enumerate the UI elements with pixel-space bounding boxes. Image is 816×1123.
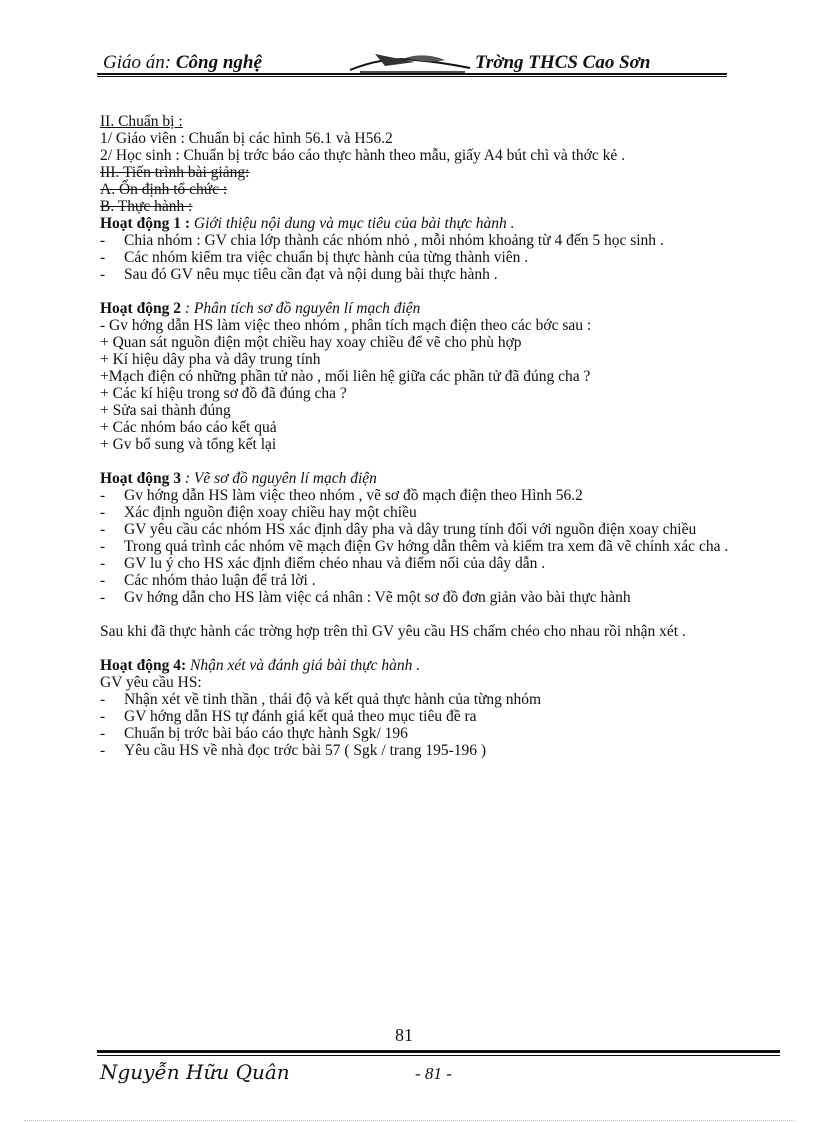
activity-3-heading — [100, 470, 740, 487]
activity-2-subtitle: : Phân tích sơ đồ nguyên lí mạch điện — [180, 300, 421, 317]
activity-1-item: Sau đó GV nêu mục tiêu cần đạt và nội dung bài thực hành . — [124, 266, 498, 283]
activity-3-subtitle: : Vẽ sơ đồ nguyên lí mạch điện — [180, 470, 377, 487]
footer-rule — [97, 1050, 780, 1053]
header-subject-value: Công nghệ — [175, 52, 262, 73]
page-number: 81 — [395, 1025, 413, 1045]
activity-4-title: Hoạt động 4: — [100, 657, 187, 674]
page-edge-divider — [24, 1120, 794, 1121]
header-subject-label: Giáo án — [103, 52, 165, 73]
list-item: - Chuẩn bị trớc bài báo cáo thực hành Sgk/ 196 — [100, 725, 740, 742]
activity-3-item: Các nhóm thảo luận để trả lời . — [124, 572, 316, 589]
document-body — [100, 113, 740, 759]
step-practice: B. Thực hành : — [100, 198, 193, 215]
activity-4-item: Nhận xét về tinh thần , thái độ và kết quả thực hành của từng nhóm — [124, 691, 542, 708]
footer-author: Nguyễn Hữu Quân — [100, 1060, 290, 1084]
activity-2-title: Hoạt động 2 — [100, 300, 181, 317]
activity-4-item: GV hớng dẫn HS tự đánh giá kết quả theo mục tiêu đề ra — [124, 708, 477, 725]
list-item: - Trong quá trình các nhóm vẽ mạch điện Gv hớng dẫn thêm và kiểm tra xem đã vẽ chính xác cha . — [100, 538, 740, 555]
activity-3-item: Gv hớng dẫn HS làm việc theo nhóm , vẽ sơ đồ mạch điện theo Hình 56.2 — [124, 487, 583, 504]
activity-3-item: Trong quá trình các nhóm vẽ mạch điện Gv hớng dẫn thêm và kiểm tra xem đã vẽ chính xác cha . — [124, 538, 729, 555]
activity-4-intro: GV yêu cầu HS: — [100, 674, 202, 691]
activity-2-line: + Quan sát nguồn điện một chiều hay xoay chiều để vẽ cho phù hợp — [100, 334, 522, 351]
activity-1-item: Chia nhóm : GV chia lớp thành các nhóm nhỏ , mỗi nhóm khoảng từ 4 đến 5 học sinh . — [124, 232, 664, 249]
activity-2-heading — [100, 300, 740, 317]
activity-4-heading — [100, 657, 740, 674]
activity-4-item: Yêu cầu HS về nhà đọc trớc bài 57 ( Sgk / trang 195-196 ) — [124, 742, 487, 759]
after-activity-3: Sau khi đã thực hành các trờng hợp trên thì GV yêu cầu HS chấm chéo cho nhau rồi nhận xét . — [100, 623, 686, 640]
header-ornament-icon — [345, 48, 475, 76]
activity-2-line: - Gv hớng dẫn HS làm việc theo nhóm , phân tích mạch điện theo các bớc sau : — [100, 317, 592, 334]
activity-1-item: Các nhóm kiểm tra việc chuẩn bị thực hành của từng thành viên . — [124, 249, 529, 266]
step-organization: A. Ổn định tổ chức : — [100, 181, 228, 198]
list-item: - Các nhóm thảo luận để trả lời . — [100, 572, 740, 589]
header-school: Trờng THCS Cao Sơn — [475, 52, 651, 73]
header-subject-separator: : — [164, 52, 172, 73]
activity-4-subtitle: Nhận xét và đánh giá bài thực hành . — [186, 657, 421, 674]
section-preparation: II. Chuẩn bị : — [100, 113, 183, 130]
activity-1-title: Hoạt động 1 : — [100, 215, 190, 232]
student-prep: 2/ Học sinh : Chuẩn bị trớc báo cáo thực hành theo mẫu, giấy A4 bút chì và thớc kẻ . — [100, 147, 625, 164]
list-item: - GV lu ý cho HS xác định điểm chéo nhau và điểm nối của dây dẫn . — [100, 555, 740, 572]
activity-2-line: + Các nhóm báo cáo kết quả — [100, 419, 277, 436]
list-item: - Gv hớng dẫn HS làm việc theo nhóm , vẽ sơ đồ mạch điện theo Hình 56.2 — [100, 487, 740, 504]
list-item: - Xác định nguồn điện xoay chiều hay một chiều — [100, 504, 740, 521]
activity-2-line: +Mạch điện có những phần tử nào , mối liên hệ giữa các phần tử đã đúng cha ? — [100, 368, 591, 385]
header-rule — [97, 73, 727, 75]
activity-1-subtitle: Giới thiệu nội dung và mục tiêu của bài thực hành . — [190, 215, 515, 232]
list-item: - Sau đó GV nêu mục tiêu cần đạt và nội dung bài thực hành . — [100, 266, 740, 283]
footer-page-number: - 81 - — [415, 1064, 452, 1083]
list-item: - Nhận xét về tinh thần , thái độ và kết quả thực hành của từng nhóm — [100, 691, 740, 708]
header-rule-thin — [97, 76, 727, 77]
list-item: - Yêu cầu HS về nhà đọc trớc bài 57 ( Sgk / trang 195-196 ) — [100, 742, 740, 759]
activity-2-line: + Sửa sai thành đúng — [100, 402, 231, 419]
header-subject — [103, 52, 262, 74]
activity-3-item: Xác định nguồn điện xoay chiều hay một chiều — [124, 504, 417, 521]
activity-3-title: Hoạt động 3 — [100, 470, 181, 487]
section-procedure: III. Tiến trình bài giảng: — [100, 164, 250, 181]
list-item: - Các nhóm kiểm tra việc chuẩn bị thực hành của từng thành viên . — [100, 249, 740, 266]
list-item: - Chia nhóm : GV chia lớp thành các nhóm nhỏ , mỗi nhóm khoảng từ 4 đến 5 học sinh . — [100, 232, 740, 249]
activity-3-item: Gv hớng dẫn cho HS làm việc cá nhân : Vẽ một sơ đồ đơn giản vào bài thực hành — [124, 589, 631, 606]
activity-2-line: + Gv bổ sung và tổng kết lại — [100, 436, 277, 453]
activity-2-line: + Các kí hiệu trong sơ đồ đã đúng cha ? — [100, 385, 347, 402]
footer-rule-thin — [97, 1055, 780, 1056]
activity-4-item: Chuẩn bị trớc bài báo cáo thực hành Sgk/ 196 — [124, 725, 408, 742]
teacher-prep: 1/ Giáo viên : Chuẩn bị các hình 56.1 và H56.2 — [100, 130, 393, 147]
activity-3-item: GV lu ý cho HS xác định điểm chéo nhau và điểm nối của dây dẫn . — [124, 555, 546, 572]
activity-2-line: + Kí hiệu dây pha và dây trung tính — [100, 351, 321, 368]
activity-1-heading — [100, 215, 740, 232]
list-item: - GV yêu cầu các nhóm HS xác định dây pha và dây trung tính đối với nguồn điện xoay chiều — [100, 521, 740, 538]
activity-3-item: GV yêu cầu các nhóm HS xác định dây pha và dây trung tính đối với nguồn điện xoay chiều — [124, 521, 697, 538]
list-item: - GV hớng dẫn HS tự đánh giá kết quả theo mục tiêu đề ra — [100, 708, 740, 725]
list-item: - Gv hớng dẫn cho HS làm việc cá nhân : Vẽ một sơ đồ đơn giản vào bài thực hành — [100, 589, 740, 606]
